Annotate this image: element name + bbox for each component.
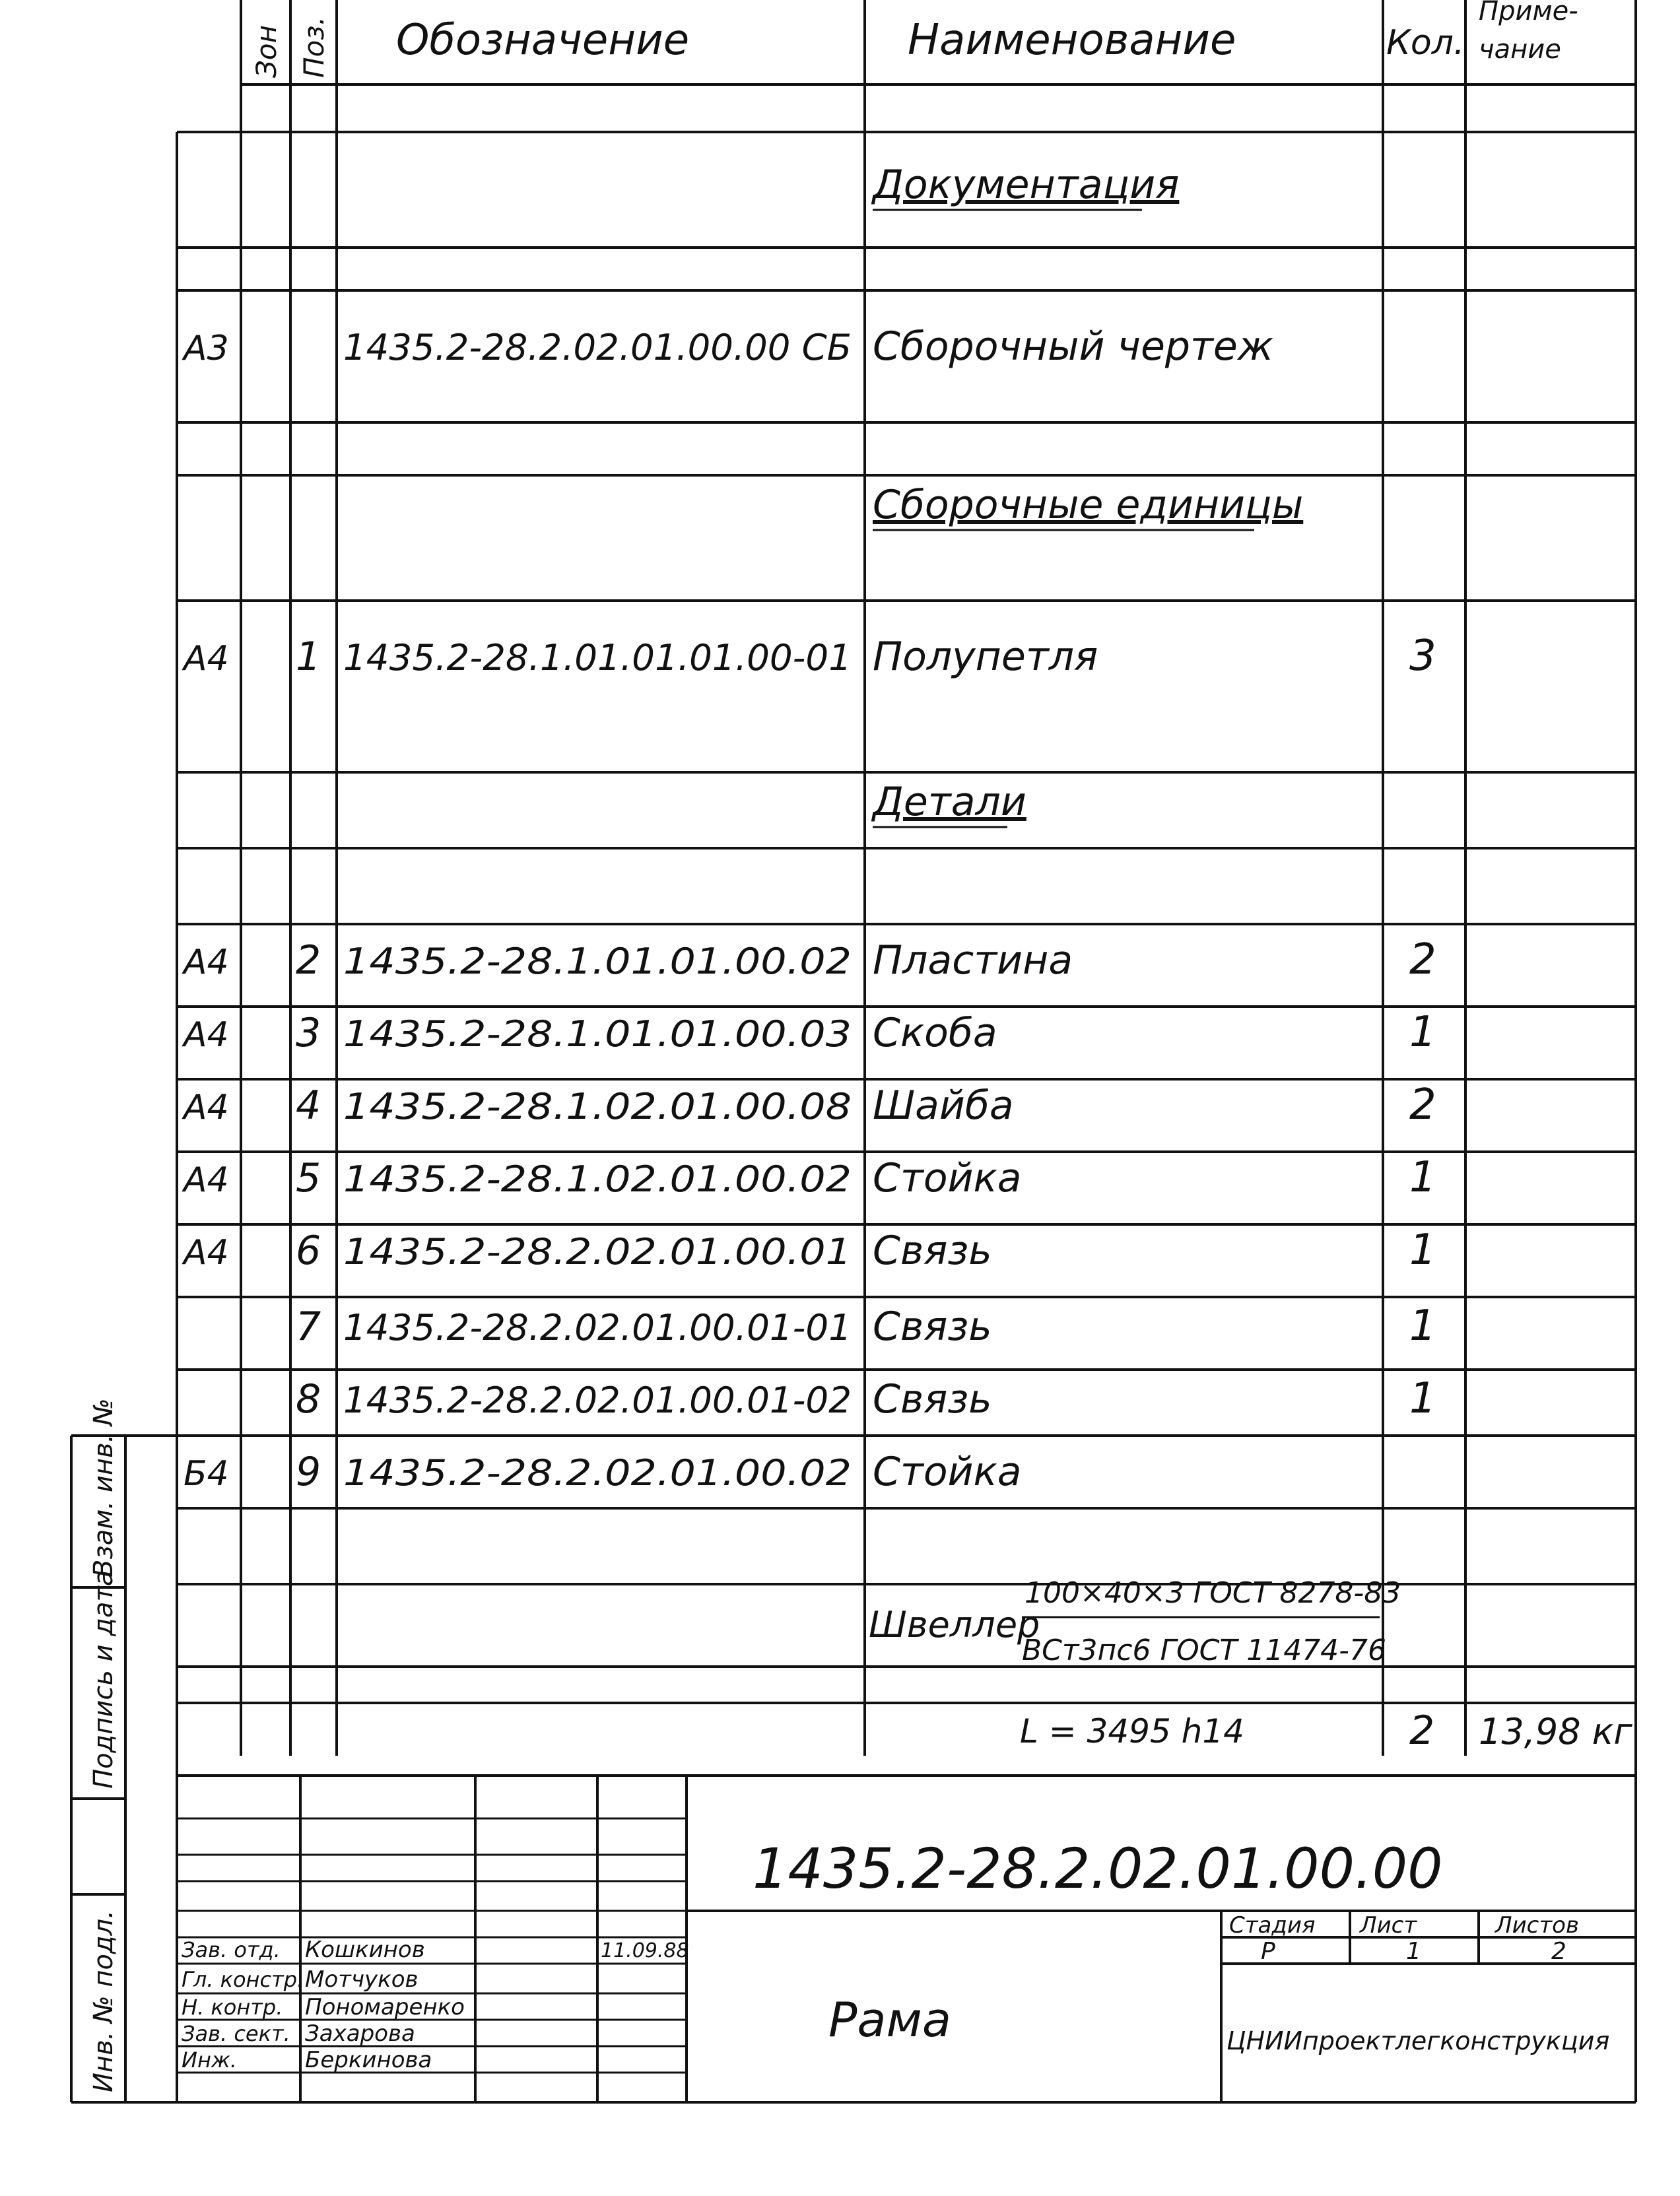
signature-entry bbox=[182, 1994, 465, 2020]
sheets-value: 2 bbox=[1551, 1938, 1566, 1965]
signature-role: Зав. сект. bbox=[182, 2021, 290, 2046]
section-heading: Сборочные единицы bbox=[873, 482, 1304, 528]
signature-role: Гл. констр. bbox=[182, 1967, 304, 1992]
stage-label: Стадия bbox=[1229, 1912, 1316, 1939]
table-row bbox=[873, 482, 1303, 530]
row-designation: 1435.2-28.1.02.01.00.02 bbox=[343, 1158, 852, 1200]
row-qty: 1 bbox=[1409, 1153, 1436, 1202]
material-prefix: Швеллер bbox=[869, 1604, 1040, 1646]
row-format: А4 bbox=[184, 1015, 229, 1055]
signature-entry bbox=[182, 2020, 415, 2047]
signature-entry bbox=[182, 1966, 419, 1993]
row-format: А4 bbox=[184, 1088, 229, 1127]
table-row bbox=[184, 1449, 1022, 1495]
row-designation: 1435.2-28.1.01.01.00.03 bbox=[343, 1013, 852, 1055]
material-numerator: 100×40×3 ГОСТ 8278-83 bbox=[1025, 1576, 1401, 1610]
signature-entry bbox=[182, 2047, 432, 2073]
row-format: Б4 bbox=[184, 1454, 229, 1494]
table-row bbox=[182, 1081, 1436, 1129]
signature-role: Н. контр. bbox=[182, 1995, 283, 2020]
signature-name: Захарова bbox=[305, 2020, 415, 2047]
row-qty: 1 bbox=[1409, 1226, 1436, 1275]
table-row bbox=[182, 935, 1436, 984]
row-name: Сборочный чертеж bbox=[873, 323, 1273, 370]
table-row bbox=[182, 1008, 1436, 1057]
row-name: Связь bbox=[873, 1376, 992, 1422]
row-name: Стойка bbox=[873, 1449, 1022, 1495]
row-qty: 1 bbox=[1409, 1302, 1436, 1350]
row-name: Связь bbox=[873, 1228, 992, 1274]
signature-name: Мотчуков bbox=[305, 1966, 419, 1993]
sheet-value: 1 bbox=[1406, 1938, 1421, 1965]
row-qty: 1 bbox=[1409, 1008, 1436, 1057]
signature-entry bbox=[182, 1937, 689, 1963]
row-pos: 7 bbox=[296, 1304, 321, 1350]
section-heading: Детали bbox=[873, 779, 1026, 825]
row-designation: 1435.2-28.1.02.01.00.08 bbox=[343, 1086, 852, 1127]
row-designation: 1435.2-28.1.01.01.01.00-01 bbox=[343, 637, 852, 679]
row-name: Связь bbox=[873, 1304, 992, 1350]
row-qty: 1 bbox=[1409, 1374, 1436, 1423]
section-heading: Документация bbox=[873, 162, 1180, 208]
row-pos: 5 bbox=[296, 1155, 321, 1201]
header-note-line1: Приме- bbox=[1479, 0, 1578, 26]
table-row bbox=[182, 1226, 1436, 1275]
row-pos: 8 bbox=[296, 1376, 321, 1422]
row-designation: 1435.2-28.2.02.01.00.01-01 bbox=[343, 1307, 852, 1348]
table-row bbox=[871, 162, 1179, 210]
stage-value: Р bbox=[1261, 1938, 1275, 1965]
row-pos: 9 bbox=[296, 1449, 321, 1495]
sheet-label: Лист bbox=[1360, 1912, 1417, 1939]
side-label-vzam: Взам. инв. № bbox=[88, 1398, 119, 1578]
material-row bbox=[869, 1576, 1632, 1754]
material-length: L = 3495 h14 bbox=[1020, 1712, 1244, 1750]
material-qty: 2 bbox=[1409, 1708, 1435, 1754]
row-format: А4 bbox=[184, 1233, 229, 1273]
header-qty: Кол. bbox=[1386, 23, 1465, 63]
signature-entries bbox=[182, 1937, 689, 2073]
table-row bbox=[182, 632, 1436, 681]
header-designation: Обозначение bbox=[396, 16, 690, 65]
table-row bbox=[182, 1153, 1436, 1202]
header-zone: Зон bbox=[250, 24, 283, 78]
row-pos: 1 bbox=[296, 634, 321, 680]
row-format: А3 bbox=[184, 329, 229, 368]
signature-name: Беркинова bbox=[305, 2047, 432, 2073]
row-name: Пластина bbox=[873, 937, 1073, 983]
material-mass: 13,98 кг bbox=[1479, 1711, 1632, 1752]
signature-date: 11.09.88 bbox=[601, 1939, 689, 1962]
row-qty: 2 bbox=[1409, 1081, 1436, 1129]
table-header bbox=[250, 0, 1586, 78]
row-designation: 1435.2-28.2.02.01.00.00 СБ bbox=[343, 327, 852, 368]
row-name: Шайба bbox=[873, 1082, 1014, 1129]
row-name: Стойка bbox=[873, 1155, 1022, 1201]
table-row bbox=[871, 779, 1026, 827]
signature-name: Пономаренко bbox=[305, 1994, 465, 2020]
row-pos: 2 bbox=[296, 937, 321, 983]
row-format: А4 bbox=[184, 1160, 229, 1200]
spec-rows bbox=[182, 162, 1436, 1495]
table-row bbox=[182, 323, 1273, 370]
side-label-sign-date: Подпись и дата bbox=[88, 1570, 119, 1789]
row-designation: 1435.2-28.1.01.01.00.02 bbox=[343, 941, 852, 982]
row-designation: 1435.2-28.2.02.01.00.02 bbox=[343, 1452, 852, 1494]
row-qty: 2 bbox=[1409, 935, 1436, 984]
row-qty: 3 bbox=[1409, 632, 1436, 681]
header-name: Наименование bbox=[908, 16, 1236, 65]
side-label-inv-no: Инв. № подл. bbox=[88, 1910, 119, 2092]
organization: ЦНИИпроектлегконструкция bbox=[1226, 2026, 1610, 2055]
sheets-label: Листов bbox=[1495, 1912, 1580, 1939]
header-note bbox=[1479, 0, 1586, 65]
row-designation: 1435.2-28.2.02.01.00.01 bbox=[343, 1231, 852, 1273]
row-format: А4 bbox=[184, 639, 229, 679]
header-note-line2: чание bbox=[1479, 34, 1561, 65]
signature-role: Инж. bbox=[182, 2047, 237, 2073]
header-pos: Поз. bbox=[298, 17, 330, 78]
row-name: Полупетля bbox=[873, 634, 1098, 680]
row-format: А4 bbox=[184, 943, 229, 982]
row-pos: 4 bbox=[296, 1082, 321, 1129]
drawing-title: Рама bbox=[828, 1992, 951, 2047]
material-denominator: ВСт3пс6 ГОСТ 11474-76 bbox=[1022, 1634, 1387, 1667]
side-stamp bbox=[71, 1398, 177, 2102]
row-designation: 1435.2-28.2.02.01.00.01-02 bbox=[343, 1380, 852, 1421]
doc-number: 1435.2-28.2.02.01.00.00 bbox=[753, 1836, 1443, 1901]
row-pos: 6 bbox=[296, 1228, 321, 1274]
signature-role: Зав. отд. bbox=[182, 1937, 281, 1962]
row-name: Скоба bbox=[873, 1010, 997, 1056]
row-pos: 3 bbox=[296, 1010, 321, 1056]
signature-name: Кошкинов bbox=[305, 1937, 425, 1963]
